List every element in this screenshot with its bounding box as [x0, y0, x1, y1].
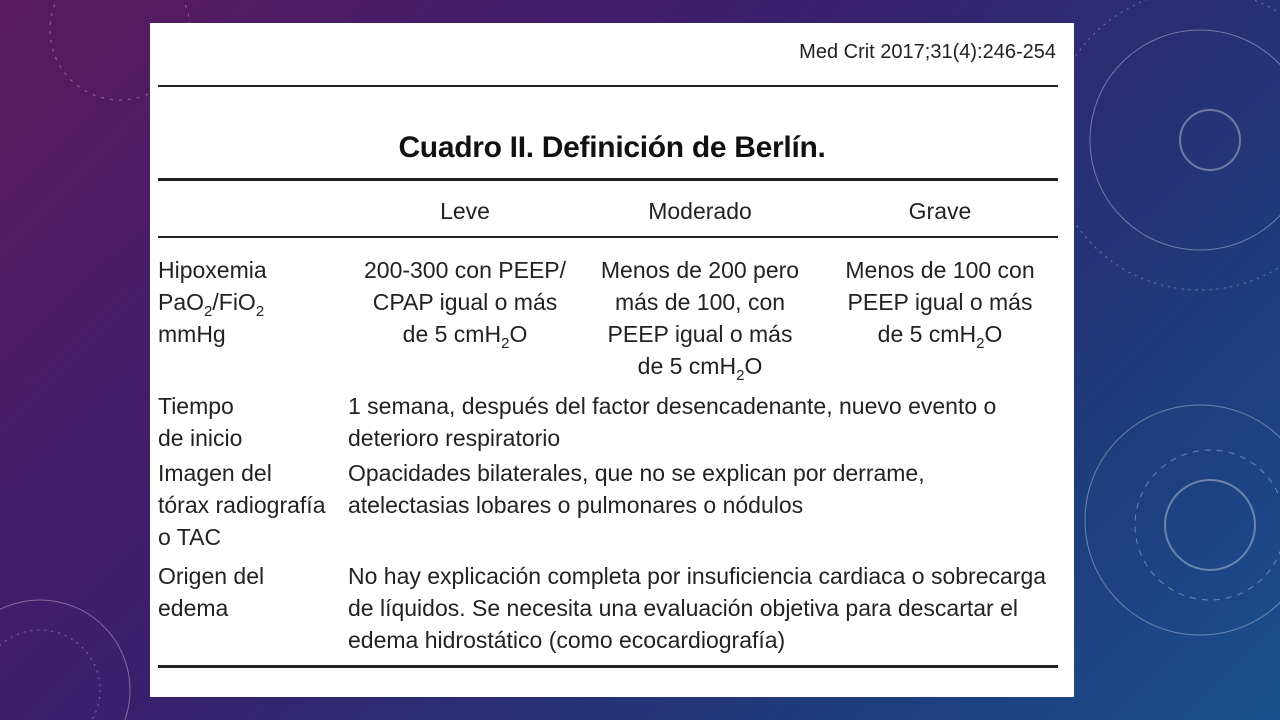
row-label-hipoxemia: Hipoxemia PaO$_2$/FiO$_2$ mmHg: [158, 257, 267, 347]
cell-imagen: Opacidades bilaterales, que no se explican por derrame, atelectasias lobares o pulmonares o nódulos: [348, 460, 925, 518]
row-label-origen: Origen del edema: [158, 563, 265, 621]
header-rule: [158, 236, 1058, 238]
row-label-tiempo: Tiempo de inicio: [158, 393, 243, 451]
document-page: [150, 23, 1074, 697]
row-label-imagen: Imagen del tórax radiografía o TAC: [158, 460, 326, 550]
cell-hipoxemia-grave: Menos de 100 con PEEP igual o más de 5 cmH$_2$O: [845, 257, 1035, 352]
cell-hipoxemia-moderado: Menos de 200 pero más de 100, con PEEP igual o más de 5 cmH$_2$O: [600, 257, 800, 384]
column-header-leve: Leve: [440, 198, 490, 224]
cell-tiempo: 1 semana, después del factor desencadenante, nuevo evento o deterioro respiratorio: [348, 393, 997, 451]
bottom-rule: [158, 665, 1058, 668]
citation: Med Crit 2017;31(4):246-254: [799, 41, 1056, 63]
cell-hipoxemia-leve: 200-300 con PEEP/ CPAP igual o más de 5 cmH$_2$O: [363, 257, 567, 352]
top-rule: [158, 85, 1058, 87]
cell-origen: No hay explicación completa por insuficiencia cardiaca o sobrecarga de líquidos. Se necesita una evaluación objetiva para descartar el edema hidrostático (como ecocardiografía): [348, 563, 1047, 653]
table-title: Cuadro II. Definición de Berlín.: [398, 131, 826, 164]
title-rule: [158, 178, 1058, 181]
column-header-moderado: Moderado: [648, 198, 752, 224]
column-header-grave: Grave: [908, 198, 972, 224]
